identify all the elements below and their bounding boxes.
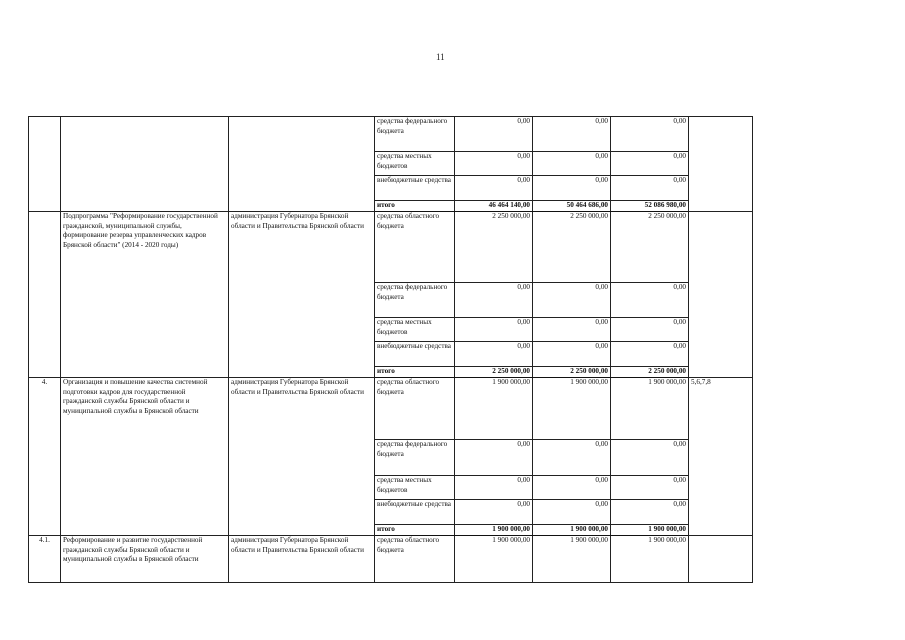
funding-source-label: средства областного бюджета	[375, 536, 455, 583]
budget-table	[28, 116, 753, 583]
amount-cell: 1 900 000,00	[533, 378, 611, 440]
section-number: 4.	[29, 378, 61, 536]
page-number: 11	[436, 52, 445, 62]
total-amount-cell: 1 900 000,00	[455, 525, 533, 536]
amount-cell: 2 250 000,00	[611, 212, 689, 283]
funding-source-label: средства местных бюджетов	[375, 152, 455, 176]
cell-name	[61, 117, 229, 212]
amount-cell: 0,00	[611, 500, 689, 525]
total-amount-cell: 1 900 000,00	[533, 525, 611, 536]
cell-indicators	[689, 536, 753, 583]
amount-cell: 0,00	[533, 476, 611, 500]
amount-cell: 0,00	[533, 342, 611, 367]
amount-cell: 0,00	[455, 283, 533, 318]
amount-cell: 0,00	[533, 283, 611, 318]
amount-cell: 0,00	[611, 176, 689, 201]
table-row	[29, 536, 753, 583]
cell-number	[29, 212, 61, 378]
section-indicators: 5,6,7,8	[689, 378, 753, 536]
funding-source-label: средства федерального бюджета	[375, 117, 455, 152]
funding-source-total-label: итого	[375, 367, 455, 378]
table-row	[29, 212, 753, 283]
section-number: 4.1.	[29, 536, 61, 583]
amount-cell: 0,00	[533, 318, 611, 342]
total-amount-cell: 50 464 686,00	[533, 201, 611, 212]
total-amount-cell: 2 250 000,00	[611, 367, 689, 378]
amount-cell: 0,00	[455, 476, 533, 500]
amount-cell: 0,00	[611, 476, 689, 500]
cell-indicators	[689, 117, 753, 212]
amount-cell: 0,00	[455, 342, 533, 367]
amount-cell: 1 900 000,00	[455, 378, 533, 440]
funding-source-label: средства областного бюджета	[375, 212, 455, 283]
amount-cell: 0,00	[455, 176, 533, 201]
amount-cell: 0,00	[611, 440, 689, 476]
section-name: Организация и повышение качества системной подготовки кадров для государственной гражданской службы Брянской области и муниципальной службы в Брянской области	[61, 378, 229, 536]
amount-cell: 0,00	[533, 152, 611, 176]
amount-cell: 0,00	[533, 176, 611, 201]
amount-cell: 0,00	[533, 440, 611, 476]
amount-cell: 0,00	[611, 318, 689, 342]
funding-source-label: средства областного бюджета	[375, 378, 455, 440]
amount-cell: 0,00	[455, 117, 533, 152]
amount-cell: 0,00	[611, 152, 689, 176]
amount-cell: 1 900 000,00	[611, 378, 689, 440]
funding-source-label: средства федерального бюджета	[375, 283, 455, 318]
cell-number	[29, 117, 61, 212]
subprogram-name: Подпрограмма "Реформирование государственной гражданской, муниципальной службы, формирование резерва управленческих кадров Брянской области" (2014 - 2020 годы)	[61, 212, 229, 378]
amount-cell: 2 250 000,00	[455, 212, 533, 283]
cell-indicators	[689, 212, 753, 378]
amount-cell: 1 900 000,00	[455, 536, 533, 583]
total-amount-cell: 2 250 000,00	[455, 367, 533, 378]
total-amount-cell: 52 086 980,00	[611, 201, 689, 212]
subprogram-executor: администрация Губернатора Брянской области и Правительства Брянской области	[229, 212, 375, 378]
funding-source-label: внебюджетные средства	[375, 342, 455, 367]
amount-cell: 0,00	[533, 117, 611, 152]
funding-source-label: внебюджетные средства	[375, 500, 455, 525]
section-executor: администрация Губернатора Брянской области и Правительства Брянской области	[229, 536, 375, 583]
total-amount-cell: 2 250 000,00	[533, 367, 611, 378]
cell-executor	[229, 117, 375, 212]
amount-cell: 1 900 000,00	[533, 536, 611, 583]
total-amount-cell: 46 464 140,00	[455, 201, 533, 212]
section-executor: администрация Губернатора Брянской области и Правительства Брянской области	[229, 378, 375, 536]
funding-source-label: внебюджетные средства	[375, 176, 455, 201]
amount-cell: 0,00	[455, 318, 533, 342]
amount-cell: 0,00	[455, 152, 533, 176]
funding-source-total-label: итого	[375, 525, 455, 536]
table-row	[29, 117, 753, 152]
amount-cell: 1 900 000,00	[611, 536, 689, 583]
table-row	[29, 378, 753, 440]
amount-cell: 0,00	[455, 440, 533, 476]
amount-cell: 0,00	[611, 283, 689, 318]
funding-source-label: средства федерального бюджета	[375, 440, 455, 476]
amount-cell: 2 250 000,00	[533, 212, 611, 283]
funding-source-label: средства местных бюджетов	[375, 318, 455, 342]
section-name: Реформирование и развитие государственной гражданской службы Брянской области и муниципальной службы в Брянской области	[61, 536, 229, 583]
funding-source-label: средства местных бюджетов	[375, 476, 455, 500]
amount-cell: 0,00	[455, 500, 533, 525]
total-amount-cell: 1 900 000,00	[611, 525, 689, 536]
amount-cell: 0,00	[611, 342, 689, 367]
amount-cell: 0,00	[611, 117, 689, 152]
amount-cell: 0,00	[533, 500, 611, 525]
funding-source-total-label: итого	[375, 201, 455, 212]
